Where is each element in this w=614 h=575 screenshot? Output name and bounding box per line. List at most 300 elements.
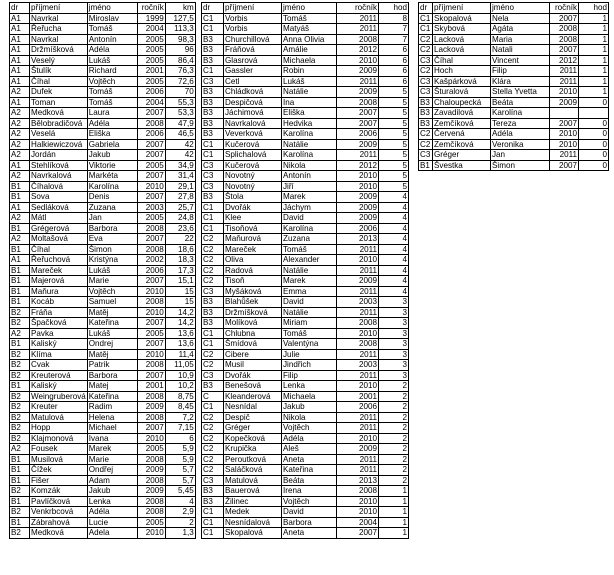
header-prijmeni: příjmení — [30, 3, 88, 14]
cell-rocnik: 2003 — [337, 297, 379, 308]
table-row — [419, 45, 609, 56]
cell-dr: C1 — [202, 24, 224, 35]
cell-value: 0 — [579, 139, 609, 150]
km-table-header — [10, 3, 196, 14]
table-row — [202, 454, 409, 465]
cell-dr: C3 — [419, 87, 433, 98]
cell-value: 1 — [379, 507, 409, 518]
cell-jmeno: Agáta — [491, 24, 550, 35]
cell-prijmeni: Zavadilová — [433, 108, 491, 119]
cell-value: 3 — [379, 307, 409, 318]
cell-value: 4 — [379, 213, 409, 224]
cell-prijmeni: Navrkalová — [224, 118, 282, 129]
cell-dr: B1 — [10, 244, 30, 255]
cell-jmeno: Antonín — [282, 171, 337, 182]
table-row — [10, 297, 196, 308]
cell-value: 4 — [379, 202, 409, 213]
cell-prijmeni: Musil — [224, 360, 282, 371]
cell-jmeno: Maria — [491, 34, 550, 45]
cell-prijmeni: Halkiewiczová — [30, 139, 88, 150]
cell-jmeno: Kateřina — [87, 391, 137, 402]
cell-value: 15 — [165, 286, 195, 297]
cell-jmeno: Vojtěch — [282, 423, 337, 434]
table-row — [202, 297, 409, 308]
header-value: hod — [379, 3, 409, 14]
cell-dr: C1 — [202, 517, 224, 528]
cell-prijmeni: Matulová — [224, 475, 282, 486]
cell-value: 2 — [379, 475, 409, 486]
cell-dr: C3 — [202, 286, 224, 297]
cell-value: 5 — [379, 129, 409, 140]
cell-value: 5,7 — [165, 465, 195, 476]
cell-dr: B2 — [10, 391, 30, 402]
cell-dr: A1 — [10, 13, 30, 24]
table-row — [202, 360, 409, 371]
cell-rocnik: 2006 — [137, 129, 165, 140]
table-row — [10, 423, 196, 434]
cell-dr: C2 — [419, 129, 433, 140]
cell-jmeno: Barbora — [87, 223, 137, 234]
cell-prijmeni: Fišer — [30, 475, 88, 486]
cell-prijmeni: Lacková — [433, 34, 491, 45]
header-value: hod — [579, 3, 609, 14]
cell-dr: B2 — [10, 402, 30, 413]
cell-rocnik: 2006 — [137, 265, 165, 276]
cell-value: 6 — [379, 45, 409, 56]
cell-jmeno: Adéla — [282, 433, 337, 444]
table-row — [202, 87, 409, 98]
cell-prijmeni: Švestka — [433, 160, 491, 171]
cell-rocnik: 2001 — [137, 66, 165, 77]
cell-value: 31,4 — [165, 171, 195, 182]
cell-prijmeni: Chaloupecká — [433, 97, 491, 108]
cell-jmeno: Ondrej — [87, 339, 137, 350]
cell-value: 2 — [379, 423, 409, 434]
cell-prijmeni: Molíková — [224, 318, 282, 329]
cell-jmeno: Tomáš — [282, 244, 337, 255]
table-row — [10, 507, 196, 518]
cell-prijmeni: Kašpárková — [433, 76, 491, 87]
cell-value: 24,8 — [165, 213, 195, 224]
table-row — [202, 307, 409, 318]
table-row — [10, 391, 196, 402]
cell-rocnik: 2011 — [550, 76, 579, 87]
cell-jmeno: Michaela — [282, 55, 337, 66]
cell-dr: C3 — [419, 55, 433, 66]
cell-dr: B2 — [10, 528, 30, 539]
table-row — [202, 45, 409, 56]
cell-prijmeni: Gréger — [224, 423, 282, 434]
cell-rocnik: 2008 — [550, 34, 579, 45]
cell-jmeno: Gabriela — [87, 139, 137, 150]
cell-value: 0 — [579, 129, 609, 140]
table-row — [202, 412, 409, 423]
cell-rocnik: 2010 — [550, 129, 579, 140]
cell-prijmeni: Majerová — [30, 276, 88, 287]
cell-jmeno: Jakub — [87, 150, 137, 161]
table-row — [202, 339, 409, 350]
cell-prijmeni: Radová — [224, 265, 282, 276]
header-value: km — [165, 3, 195, 14]
cell-prijmeni: Mareček — [30, 265, 88, 276]
cell-rocnik: 2010 — [137, 433, 165, 444]
table-row — [10, 528, 196, 539]
cell-rocnik: 2008 — [137, 360, 165, 371]
cell-dr: A2 — [10, 213, 30, 224]
cell-rocnik: 2011 — [550, 150, 579, 161]
table-row — [10, 129, 196, 140]
cell-prijmeni: Medek — [224, 507, 282, 518]
header-rocnik: ročník — [137, 3, 165, 14]
cell-dr: B3 — [202, 55, 224, 66]
cell-value: 2 — [379, 444, 409, 455]
table-row — [10, 66, 196, 77]
table-row — [419, 24, 609, 35]
cell-value: 1 — [579, 76, 609, 87]
cell-prijmeni: Vorbis — [224, 24, 282, 35]
hod-table-left-body — [202, 13, 409, 538]
table-row — [10, 24, 196, 35]
table-row — [202, 192, 409, 203]
cell-jmeno: Veronika — [491, 139, 550, 150]
table-row — [419, 76, 609, 87]
cell-jmeno: Antonín — [87, 34, 137, 45]
cell-rocnik: 2005 — [137, 45, 165, 56]
cell-prijmeni: Fráňa — [30, 307, 88, 318]
cell-prijmeni: Lacková — [433, 45, 491, 56]
header-jmeno: jméno — [87, 3, 137, 14]
cell-dr: C — [202, 391, 224, 402]
cell-rocnik — [550, 108, 579, 119]
cell-dr: C1 — [419, 13, 433, 24]
cell-value: 1 — [579, 45, 609, 56]
cell-prijmeni: Fousek — [30, 444, 88, 455]
cell-prijmeni: Hoch — [433, 66, 491, 77]
cell-value: 10,2 — [165, 381, 195, 392]
header-row — [10, 3, 196, 14]
cell-dr: B3 — [419, 97, 433, 108]
km-table-body — [10, 13, 196, 538]
cell-dr: B3 — [202, 381, 224, 392]
cell-dr: B1 — [10, 475, 30, 486]
cell-prijmeni: Sova — [30, 192, 88, 203]
cell-rocnik: 2008 — [137, 244, 165, 255]
table-row — [202, 181, 409, 192]
cell-rocnik: 2008 — [137, 391, 165, 402]
cell-jmeno: Nikola — [282, 412, 337, 423]
cell-value: 46,5 — [165, 129, 195, 140]
cell-prijmeni: Šmídová — [224, 339, 282, 350]
cell-rocnik: 2008 — [337, 34, 379, 45]
cell-prijmeni: Komzák — [30, 486, 88, 497]
cell-prijmeni: Žilinec — [224, 496, 282, 507]
table-row — [202, 423, 409, 434]
cell-value: 8,75 — [165, 391, 195, 402]
cell-rocnik: 2009 — [337, 276, 379, 287]
cell-jmeno: Vojtěch — [87, 286, 137, 297]
cell-value: 2 — [379, 412, 409, 423]
cell-dr: B2 — [10, 507, 30, 518]
table-row — [10, 349, 196, 360]
table-row — [202, 265, 409, 276]
cell-jmeno: Vojtěch — [282, 496, 337, 507]
cell-value: 42 — [165, 139, 195, 150]
table-row — [10, 139, 196, 150]
cell-jmeno: Marek — [87, 444, 137, 455]
cell-rocnik: 2001 — [137, 381, 165, 392]
cell-rocnik: 2009 — [337, 202, 379, 213]
cell-jmeno: Klára — [491, 76, 550, 87]
cell-jmeno: Miriam — [282, 318, 337, 329]
cell-jmeno: Laura — [87, 108, 137, 119]
table-row — [419, 118, 609, 129]
cell-rocnik: 2007 — [137, 234, 165, 245]
cell-rocnik: 2012 — [550, 55, 579, 66]
cell-prijmeni: Dufek — [30, 87, 88, 98]
cell-prijmeni: Kaliský — [30, 339, 88, 350]
cell-dr: A2 — [10, 328, 30, 339]
cell-value: 6 — [165, 433, 195, 444]
cell-prijmeni: Blahůšek — [224, 297, 282, 308]
cell-prijmeni: Cvak — [30, 360, 88, 371]
cell-value: 5,9 — [165, 454, 195, 465]
cell-dr: C1 — [202, 150, 224, 161]
cell-jmeno: Ina — [282, 97, 337, 108]
table-row — [419, 34, 609, 45]
cell-dr: C1 — [202, 507, 224, 518]
cell-jmeno: Tomáš — [282, 328, 337, 339]
cell-rocnik: 2013 — [337, 234, 379, 245]
cell-rocnik: 2011 — [337, 13, 379, 24]
cell-jmeno: Eva — [87, 234, 137, 245]
cell-dr: C2 — [202, 349, 224, 360]
table-row — [10, 412, 196, 423]
table-row — [202, 76, 409, 87]
cell-value: 0 — [579, 118, 609, 129]
cell-prijmeni: Kleanderová — [224, 391, 282, 402]
cell-rocnik: 2004 — [137, 24, 165, 35]
cell-prijmeni: Řeřucha — [30, 24, 88, 35]
cell-jmeno: David — [282, 507, 337, 518]
cell-dr: A1 — [10, 66, 30, 77]
cell-jmeno: Lukáš — [87, 55, 137, 66]
cell-dr: B1 — [10, 286, 30, 297]
cell-value: 4 — [379, 255, 409, 266]
cell-jmeno: Adéla — [87, 118, 137, 129]
cell-prijmeni: Čížek — [30, 465, 88, 476]
table-row — [202, 97, 409, 108]
cell-value: 5 — [379, 118, 409, 129]
table-row — [202, 244, 409, 255]
cell-jmeno: Zuzana — [282, 234, 337, 245]
cell-rocnik: 2007 — [137, 171, 165, 182]
cell-prijmeni: Bělobradičová — [30, 118, 88, 129]
header-dr: dr — [419, 3, 433, 14]
cell-value: 127,5 — [165, 13, 195, 24]
cell-value: 18,6 — [165, 244, 195, 255]
cell-prijmeni: Maňura — [30, 286, 88, 297]
cell-jmeno: Lucie — [87, 517, 137, 528]
cell-value: 18,3 — [165, 255, 195, 266]
table-row — [10, 34, 196, 45]
cell-rocnik: 2008 — [337, 486, 379, 497]
cell-prijmeni: Držmíšková — [224, 307, 282, 318]
cell-value: 3 — [379, 297, 409, 308]
cell-value: 1 — [379, 486, 409, 497]
cell-value: 4 — [379, 223, 409, 234]
table-row — [202, 517, 409, 528]
cell-rocnik: 2007 — [137, 192, 165, 203]
cell-jmeno: Aneta — [282, 454, 337, 465]
cell-jmeno: Lukáš — [282, 76, 337, 87]
cell-jmeno: Lukáš — [87, 328, 137, 339]
cell-value: 1 — [579, 24, 609, 35]
cell-prijmeni: Veverková — [224, 129, 282, 140]
table-row — [10, 13, 196, 24]
cell-prijmeni: Držmíšková — [30, 45, 88, 56]
cell-prijmeni: Oliva — [224, 255, 282, 266]
cell-prijmeni: Medková — [30, 108, 88, 119]
cell-jmeno: Barbora — [282, 517, 337, 528]
cell-dr: C1 — [202, 339, 224, 350]
cell-rocnik: 2008 — [337, 318, 379, 329]
cell-prijmeni: Jordán — [30, 150, 88, 161]
cell-value: 2 — [379, 465, 409, 476]
cell-value: 5,45 — [165, 486, 195, 497]
table-row — [10, 465, 196, 476]
cell-rocnik: 2005 — [137, 444, 165, 455]
header-rocnik: ročník — [337, 3, 379, 14]
cell-rocnik: 2011 — [337, 286, 379, 297]
cell-dr: B1 — [10, 496, 30, 507]
cell-rocnik: 2007 — [550, 45, 579, 56]
cell-prijmeni: Chládková — [224, 87, 282, 98]
cell-value: 3 — [379, 318, 409, 329]
cell-value: 0 — [579, 97, 609, 108]
cell-jmeno: Kristýna — [87, 255, 137, 266]
cell-jmeno: Šimon — [87, 244, 137, 255]
cell-jmeno: David — [282, 213, 337, 224]
cell-dr: B1 — [10, 454, 30, 465]
cell-dr: C2 — [419, 34, 433, 45]
cell-prijmeni: Klee — [224, 213, 282, 224]
cell-dr: B1 — [10, 276, 30, 287]
cell-rocnik: 2009 — [137, 402, 165, 413]
cell-rocnik: 2012 — [337, 45, 379, 56]
cell-jmeno: Denis — [87, 192, 137, 203]
cell-dr: C2 — [202, 423, 224, 434]
table-row — [419, 108, 609, 119]
header-jmeno: jméno — [282, 3, 337, 14]
cell-rocnik: 2009 — [337, 66, 379, 77]
cell-jmeno: Marie — [87, 276, 137, 287]
cell-prijmeni: Zábrahová — [30, 517, 88, 528]
cell-dr: A2 — [10, 108, 30, 119]
cell-jmeno: Jiří — [282, 181, 337, 192]
cell-prijmeni: Štulík — [30, 66, 88, 77]
cell-prijmeni: Navrkalová — [30, 171, 88, 182]
cell-rocnik: 2007 — [137, 139, 165, 150]
cell-dr: B2 — [10, 486, 30, 497]
cell-dr: B3 — [202, 97, 224, 108]
table-row — [10, 444, 196, 455]
cell-rocnik: 2011 — [337, 465, 379, 476]
cell-prijmeni: Kučerová — [224, 139, 282, 150]
cell-value: 3 — [379, 360, 409, 371]
cell-prijmeni: Splichalová — [224, 150, 282, 161]
cell-dr: A1 — [10, 255, 30, 266]
cell-rocnik: 2011 — [337, 150, 379, 161]
cell-value: 15 — [165, 297, 195, 308]
cell-rocnik: 2011 — [337, 76, 379, 87]
table-row — [202, 160, 409, 171]
table-row — [202, 486, 409, 497]
cell-rocnik: 2012 — [337, 160, 379, 171]
cell-jmeno: Tomáš — [87, 87, 137, 98]
cell-dr: C3 — [202, 76, 224, 87]
cell-jmeno: Adéla — [87, 45, 137, 56]
cell-dr: B1 — [10, 223, 30, 234]
cell-prijmeni: Dvořák — [224, 370, 282, 381]
table-row — [202, 276, 409, 287]
header-row — [419, 3, 609, 14]
cell-jmeno: Karolína — [491, 108, 550, 119]
cell-prijmeni: Šturalová — [433, 87, 491, 98]
cell-dr: C2 — [419, 66, 433, 77]
table-row — [202, 66, 409, 77]
cell-rocnik: 2006 — [337, 223, 379, 234]
cell-prijmeni: Veselá — [30, 129, 88, 140]
cell-rocnik: 2007 — [137, 339, 165, 350]
table-row — [10, 370, 196, 381]
cell-prijmeni: Tisoňová — [224, 223, 282, 234]
cell-rocnik: 2010 — [137, 528, 165, 539]
cell-prijmeni: Medková — [30, 528, 88, 539]
cell-prijmeni: Churchillová — [224, 34, 282, 45]
cell-rocnik: 2004 — [337, 517, 379, 528]
cell-dr: B2 — [10, 307, 30, 318]
cell-rocnik: 2010 — [337, 433, 379, 444]
cell-rocnik: 2009 — [137, 465, 165, 476]
cell-prijmeni: Navrkal — [30, 13, 88, 24]
cell-value: 13,6 — [165, 328, 195, 339]
table-row — [419, 129, 609, 140]
cell-dr: A2 — [10, 87, 30, 98]
cell-prijmeni: Novotný — [224, 181, 282, 192]
table-row — [202, 328, 409, 339]
table-row — [10, 339, 196, 350]
cell-jmeno: Jan — [491, 150, 550, 161]
cell-jmeno: Tereza — [491, 118, 550, 129]
cell-jmeno: Beáta — [491, 97, 550, 108]
cell-jmeno: Ondřej — [87, 465, 137, 476]
cell-value: 17,3 — [165, 265, 195, 276]
table-row — [10, 276, 196, 287]
table-row — [10, 108, 196, 119]
cell-value: 3 — [379, 370, 409, 381]
cell-dr: C3 — [202, 475, 224, 486]
cell-value: 4 — [379, 265, 409, 276]
header-row — [202, 3, 409, 14]
cell-value: 14,2 — [165, 318, 195, 329]
cell-rocnik: 2011 — [337, 349, 379, 360]
cell-prijmeni: Cetl — [224, 76, 282, 87]
cell-value: 7 — [379, 34, 409, 45]
cell-value: 7,15 — [165, 423, 195, 434]
cell-jmeno: Viktorie — [87, 160, 137, 171]
cell-dr: C3 — [202, 160, 224, 171]
cell-value: 0 — [579, 150, 609, 161]
